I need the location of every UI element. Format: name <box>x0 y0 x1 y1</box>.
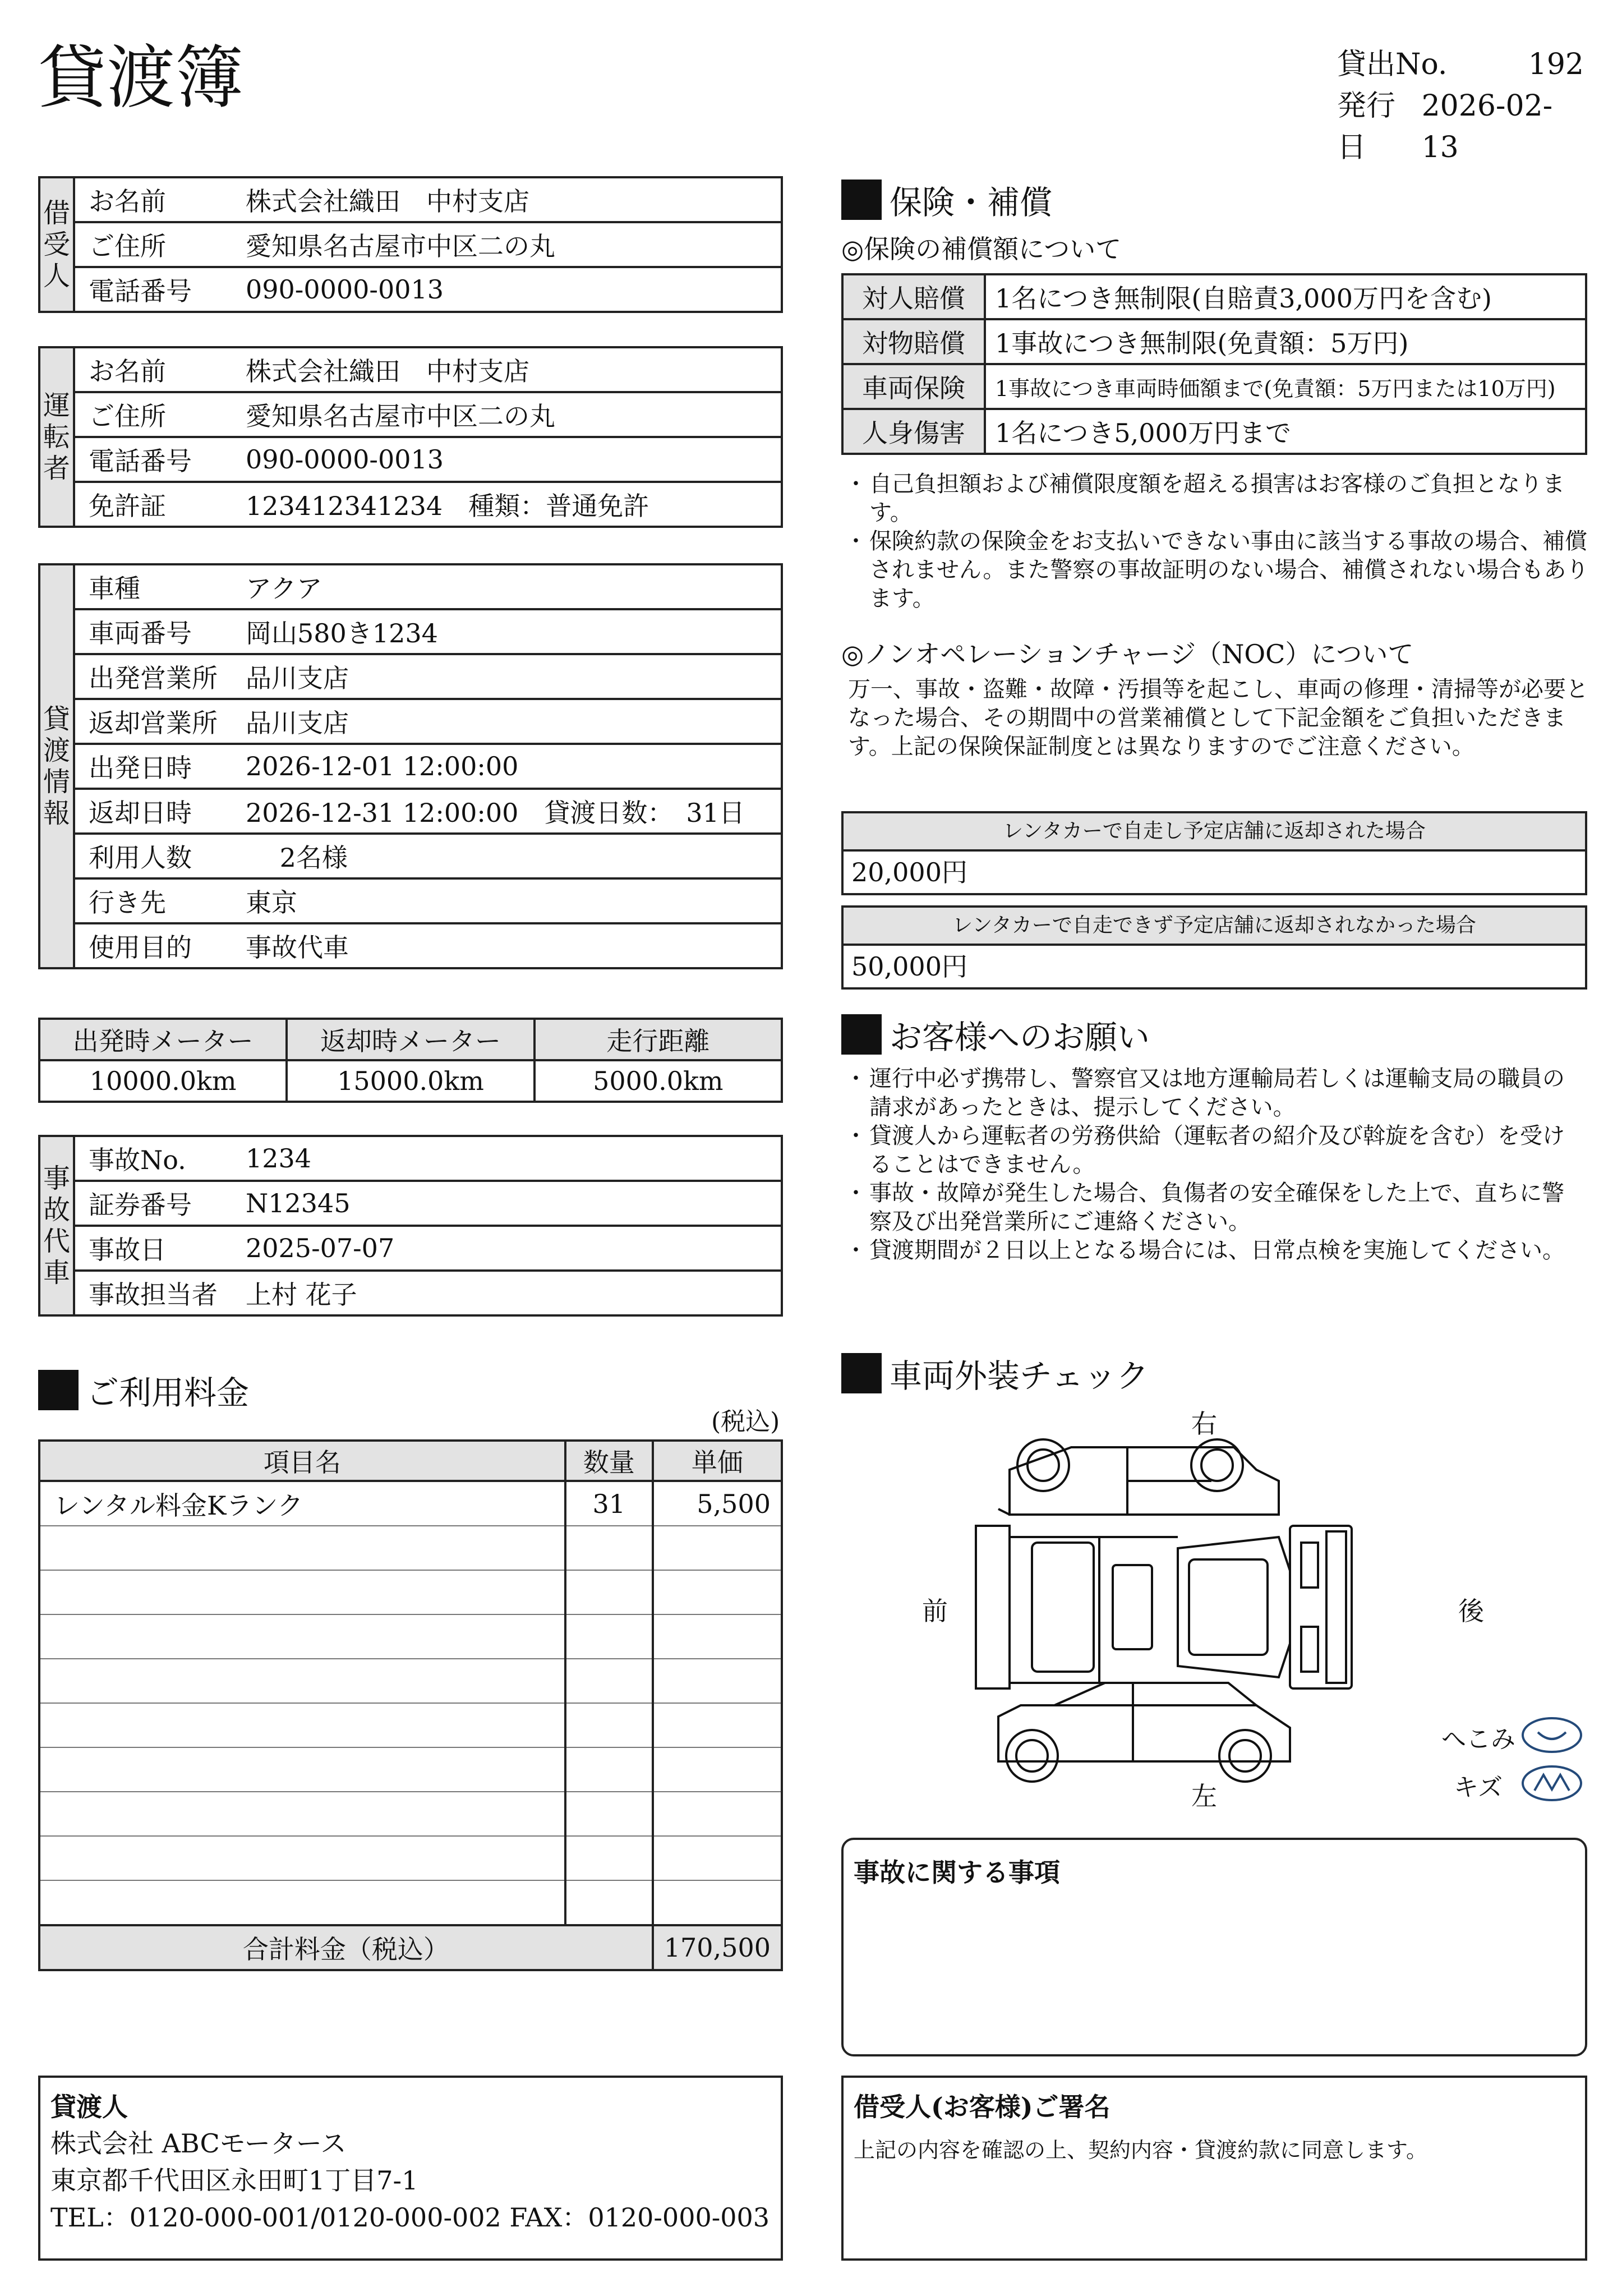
signature-text: 上記の内容を確認の上、契約内容・貸渡約款に同意します。 <box>854 2138 1427 2162</box>
meter-value: 5000.0km <box>534 1060 782 1102</box>
doc-meta <box>1337 44 1584 168</box>
side-char: 借 <box>43 197 70 229</box>
noc-text: 万一、事故・盗難・故障・汚損等を起こし、車両の修理・清掃等が必要となった場合、その期間中の営業補償として下記金額をご負担いただきます。上記の保険保証制度とは異なりますのでご注意ください。 <box>848 677 1588 760</box>
fee-cell <box>565 1526 653 1570</box>
bullet-note <box>845 1065 1568 1122</box>
fee-total-value: 170,500 <box>653 1925 782 1970</box>
field-value: N12345 <box>229 1181 782 1226</box>
bullet-note <box>845 527 1591 613</box>
no-label: 貸出No. <box>1337 48 1448 81</box>
insurance-item: 車両保険 <box>842 364 985 409</box>
bullet-text: 貸渡人から運転者の労務供給（運転者の紹介及び斡旋を含む）を受けることはできません。 <box>869 1123 1565 1177</box>
fee-row <box>39 1481 782 1526</box>
side-char: 事 <box>43 1163 70 1194</box>
fee-cell <box>39 1880 565 1925</box>
fee-total-row <box>39 1925 782 1970</box>
fee-title: ご利用料金 <box>86 1374 250 1412</box>
section-marker <box>841 1353 882 1393</box>
side-char: 報 <box>43 798 70 829</box>
car-right-side-view <box>998 1439 1279 1515</box>
fee-cell <box>653 1614 782 1659</box>
info-row <box>39 878 782 923</box>
fee-cell: 5,500 <box>653 1481 782 1526</box>
field-value: 2025-07-07 <box>229 1226 782 1271</box>
field-value: 愛知県名古屋市中区二の丸 <box>229 392 782 437</box>
bullet-note <box>845 1179 1568 1236</box>
fee-row <box>39 1659 782 1703</box>
info-row <box>39 789 782 834</box>
accident-notes-title: 事故に関する事項 <box>854 1857 1060 1888</box>
field-value: 株式会社織田 中村支店 <box>229 177 782 222</box>
info-row <box>39 1226 782 1271</box>
dent-icon <box>1521 1717 1583 1756</box>
fee-heading <box>38 1366 249 1414</box>
info-row <box>39 699 782 744</box>
info-row <box>39 744 782 789</box>
bullet-note <box>845 1236 1568 1265</box>
side-char: 受 <box>43 229 70 260</box>
meter-value: 15000.0km <box>287 1060 534 1102</box>
fee-cell <box>39 1614 565 1659</box>
side-char: 貸 <box>43 703 70 735</box>
lender-box <box>38 2076 783 2261</box>
fee-cell <box>565 1792 653 1836</box>
field-value: 品川支店 <box>229 699 782 744</box>
label-right-side: 右 <box>1191 1409 1217 1439</box>
vehicle-heading <box>841 1350 1149 1397</box>
field-label: 出発日時 <box>74 744 229 789</box>
fee-cell <box>565 1747 653 1792</box>
fee-cell <box>653 1703 782 1747</box>
insurance-item: 人身傷害 <box>842 409 985 454</box>
info-row <box>39 1136 782 1181</box>
label-front: 前 <box>922 1596 948 1626</box>
insurance-subtitle: ◎保険の補償額について <box>841 234 1122 264</box>
car-diagram <box>965 1425 1458 1795</box>
noc-title: ◎ノンオペレーションチャージ（NOC）について <box>841 639 1414 669</box>
side-char: 故 <box>43 1194 70 1226</box>
side-char: 運 <box>43 390 70 421</box>
bullet-text: 貸渡期間が２日以上となる場合には、日常点検を実施してください。 <box>869 1237 1565 1263</box>
field-label: 事故No. <box>74 1136 229 1181</box>
fee-cell <box>565 1703 653 1747</box>
field-value: 品川支店 <box>229 654 782 699</box>
field-label: ご住所 <box>74 222 229 267</box>
fee-cell <box>565 1570 653 1614</box>
noc-case-value: 50,000円 <box>851 951 967 982</box>
field-label: 車種 <box>74 564 229 609</box>
fee-header: 項目名 <box>39 1441 565 1481</box>
lender-title: 貸渡人 <box>50 2092 128 2122</box>
field-label: 証券番号 <box>74 1181 229 1226</box>
fee-cell <box>653 1570 782 1614</box>
fee-cell <box>565 1614 653 1659</box>
info-row <box>39 392 782 437</box>
borrower-side-label <box>39 177 74 312</box>
fee-cell <box>653 1659 782 1703</box>
insurance-amount: 1事故につき無制限(免責額：5万円) <box>985 319 1586 364</box>
fee-row <box>39 1570 782 1614</box>
field-value: 上村 花子 <box>229 1271 782 1315</box>
insurance-notes <box>845 470 1591 613</box>
insurance-item: 対物賠償 <box>842 319 985 364</box>
fee-cell <box>565 1836 653 1880</box>
field-label: お名前 <box>74 347 229 392</box>
side-char: 車 <box>43 1257 70 1289</box>
field-label: 事故日 <box>74 1226 229 1271</box>
bullet-icon: ・ <box>845 1066 867 1092</box>
insurance-amount: 1名につき5,000万円まで <box>985 409 1586 454</box>
field-value: アクア <box>229 564 782 609</box>
field-value: 東京 <box>229 878 782 923</box>
side-char: 転 <box>43 421 70 453</box>
bullet-note <box>845 1122 1568 1179</box>
no-value: 192 <box>1528 48 1584 81</box>
fee-cell <box>653 1836 782 1880</box>
field-label: 電話番号 <box>74 267 229 312</box>
insurance-row <box>842 274 1586 319</box>
info-row <box>39 437 782 482</box>
field-label: 使用目的 <box>74 923 229 968</box>
bullet-icon: ・ <box>845 471 867 497</box>
fee-cell <box>653 1747 782 1792</box>
info-row <box>39 177 782 222</box>
field-value: 事故代車 <box>229 923 782 968</box>
bullet-text: 自己負担額および補償限度額を超える損害はお客様のご負担となります。 <box>869 471 1565 526</box>
car-top-view <box>976 1526 1352 1688</box>
dent-label: へこみ <box>1441 1725 1515 1754</box>
meter-table <box>38 1018 783 1103</box>
side-char: 人 <box>43 260 70 292</box>
field-label: 出発営業所 <box>74 654 229 699</box>
driver-side-label <box>39 347 74 527</box>
field-value: 2名様 <box>229 834 782 878</box>
insurance-row <box>842 319 1586 364</box>
insurance-row <box>842 364 1586 409</box>
meter-header: 出発時メーター <box>39 1019 287 1060</box>
insurance-title: 保険・補償 <box>890 183 1053 222</box>
vehicle-title: 車両外装チェック <box>890 1357 1149 1395</box>
noc-case-label: レンタカーで自走できず予定店舗に返却されなかった場合 <box>844 908 1585 946</box>
borrower-table <box>38 176 783 313</box>
lender-tel: TEL：0120-000-001/0120-000-002 FAX：0120-000-003 <box>50 2202 770 2233</box>
noc-case-label: レンタカーで自走し予定店舗に返却された場合 <box>844 813 1585 852</box>
info-row <box>39 923 782 968</box>
fee-cell <box>39 1747 565 1792</box>
bullet-icon: ・ <box>845 1123 867 1149</box>
info-row <box>39 267 782 312</box>
field-label: 返却日時 <box>74 789 229 834</box>
label-rear: 後 <box>1458 1596 1484 1626</box>
fee-cell <box>653 1880 782 1925</box>
fee-cell <box>39 1703 565 1747</box>
field-value: 2026-12-31 12:00:00 貸渡日数： 31日 <box>229 789 782 834</box>
info-row <box>39 564 782 609</box>
fee-row <box>39 1747 782 1792</box>
fee-cell <box>39 1836 565 1880</box>
info-row <box>39 834 782 878</box>
tax-note: (税込) <box>711 1407 780 1436</box>
fee-row <box>39 1614 782 1659</box>
field-label: お名前 <box>74 177 229 222</box>
section-marker <box>841 1014 882 1055</box>
info-row <box>39 482 782 527</box>
fee-cell: 31 <box>565 1481 653 1526</box>
rental-side-label <box>39 564 74 968</box>
side-char: 代 <box>43 1226 70 1257</box>
info-row <box>39 654 782 699</box>
info-row <box>39 347 782 392</box>
noc-case-value: 20,000円 <box>851 857 967 887</box>
info-row <box>39 222 782 267</box>
request-notes <box>845 1065 1568 1265</box>
field-value: 090-0000-0013 <box>229 437 782 482</box>
fee-header: 数量 <box>565 1441 653 1481</box>
scratch-label: キズ <box>1454 1773 1503 1802</box>
fee-row <box>39 1792 782 1836</box>
meter-value: 10000.0km <box>39 1060 287 1102</box>
fee-header: 単価 <box>653 1441 782 1481</box>
field-label: ご住所 <box>74 392 229 437</box>
accident-side-label <box>39 1136 74 1315</box>
date-label: 発行日 <box>1337 89 1396 164</box>
field-label: 行き先 <box>74 878 229 923</box>
info-row <box>39 609 782 654</box>
fee-header-row <box>39 1441 782 1481</box>
field-value: 1234 <box>229 1136 782 1181</box>
insurance-amount: 1事故につき車両時価額まで(免責額：5万円または10万円) <box>985 364 1586 409</box>
lender-company: 株式会社 ABCモータース <box>50 2128 347 2159</box>
side-char: 者 <box>43 453 70 484</box>
field-label: 事故担当者 <box>74 1271 229 1315</box>
meter-header: 返却時メーター <box>287 1019 534 1060</box>
fee-row <box>39 1526 782 1570</box>
field-label: 車両番号 <box>74 609 229 654</box>
bullet-note <box>845 470 1591 527</box>
bullet-text: 運行中必ず携帯し、警察官又は地方運輸局若しくは運輸支局の職員の請求があったときは、提示してください。 <box>869 1066 1565 1120</box>
bullet-icon: ・ <box>845 528 867 554</box>
bullet-icon: ・ <box>845 1180 867 1206</box>
field-label: 利用人数 <box>74 834 229 878</box>
request-heading <box>841 1011 1150 1058</box>
insurance-item: 対人賠償 <box>842 274 985 319</box>
field-value: 2026-12-01 12:00:00 <box>229 744 782 789</box>
fee-cell <box>653 1792 782 1836</box>
field-value: 090-0000-0013 <box>229 267 782 312</box>
bullet-text: 保険約款の保険金をお支払いできない事由に該当する事故の場合、補償されません。また警察の事故証明のない場合、補償されない場合もあります。 <box>869 528 1589 611</box>
request-title: お客様へのお願い <box>890 1018 1150 1056</box>
meter-header: 走行距離 <box>534 1019 782 1060</box>
noc-case-1 <box>841 811 1587 895</box>
car-left-side-view <box>998 1683 1290 1782</box>
side-char: 情 <box>43 766 70 798</box>
accident-notes-box[interactable] <box>841 1838 1587 2056</box>
field-label: 電話番号 <box>74 437 229 482</box>
fee-cell <box>39 1570 565 1614</box>
fee-total-label: 合計料金（税込） <box>39 1925 653 1970</box>
info-row <box>39 1271 782 1315</box>
noc-case-2 <box>841 905 1587 990</box>
fee-cell <box>39 1659 565 1703</box>
section-marker <box>38 1370 79 1410</box>
bullet-text: 事故・故障が発生した場合、負傷者の安全確保をした上で、直ちに警察及び出発営業所にご連絡ください。 <box>869 1180 1565 1235</box>
date-value: 2026-02-13 <box>1421 89 1553 164</box>
insurance-table <box>841 273 1587 455</box>
insurance-heading <box>841 176 1052 223</box>
field-label: 免許証 <box>74 482 229 527</box>
fee-cell <box>39 1792 565 1836</box>
fee-row <box>39 1836 782 1880</box>
info-row <box>39 1181 782 1226</box>
scratch-icon <box>1521 1765 1583 1804</box>
insurance-row <box>842 409 1586 454</box>
fee-cell: レンタル料金Kランク <box>39 1481 565 1526</box>
label-left-side: 左 <box>1191 1781 1217 1811</box>
page-title: 貸渡簿 <box>38 38 243 118</box>
fee-row <box>39 1703 782 1747</box>
section-marker <box>841 180 882 220</box>
driver-table <box>38 346 783 528</box>
lender-address: 東京都千代田区永田町1丁目7-1 <box>50 2165 418 2196</box>
fee-table <box>38 1439 783 1971</box>
fee-cell <box>39 1526 565 1570</box>
fee-cell <box>565 1880 653 1925</box>
field-value: 岡山580き1234 <box>229 609 782 654</box>
accident-table <box>38 1135 783 1317</box>
insurance-amount: 1名につき無制限(自賠責3,000万円を含む) <box>985 274 1586 319</box>
bullet-icon: ・ <box>845 1237 867 1263</box>
fee-cell <box>565 1659 653 1703</box>
signature-box[interactable] <box>841 2076 1587 2261</box>
field-value: 愛知県名古屋市中区二の丸 <box>229 222 782 267</box>
signature-title: 借受人(お客様)ご署名 <box>854 2092 1110 2122</box>
field-label: 返却営業所 <box>74 699 229 744</box>
field-value: 123412341234 種類：普通免許 <box>229 482 782 527</box>
fee-row <box>39 1880 782 1925</box>
field-value: 株式会社織田 中村支店 <box>229 347 782 392</box>
side-char: 渡 <box>43 735 70 766</box>
fee-cell <box>653 1526 782 1570</box>
rental-table <box>38 563 783 969</box>
